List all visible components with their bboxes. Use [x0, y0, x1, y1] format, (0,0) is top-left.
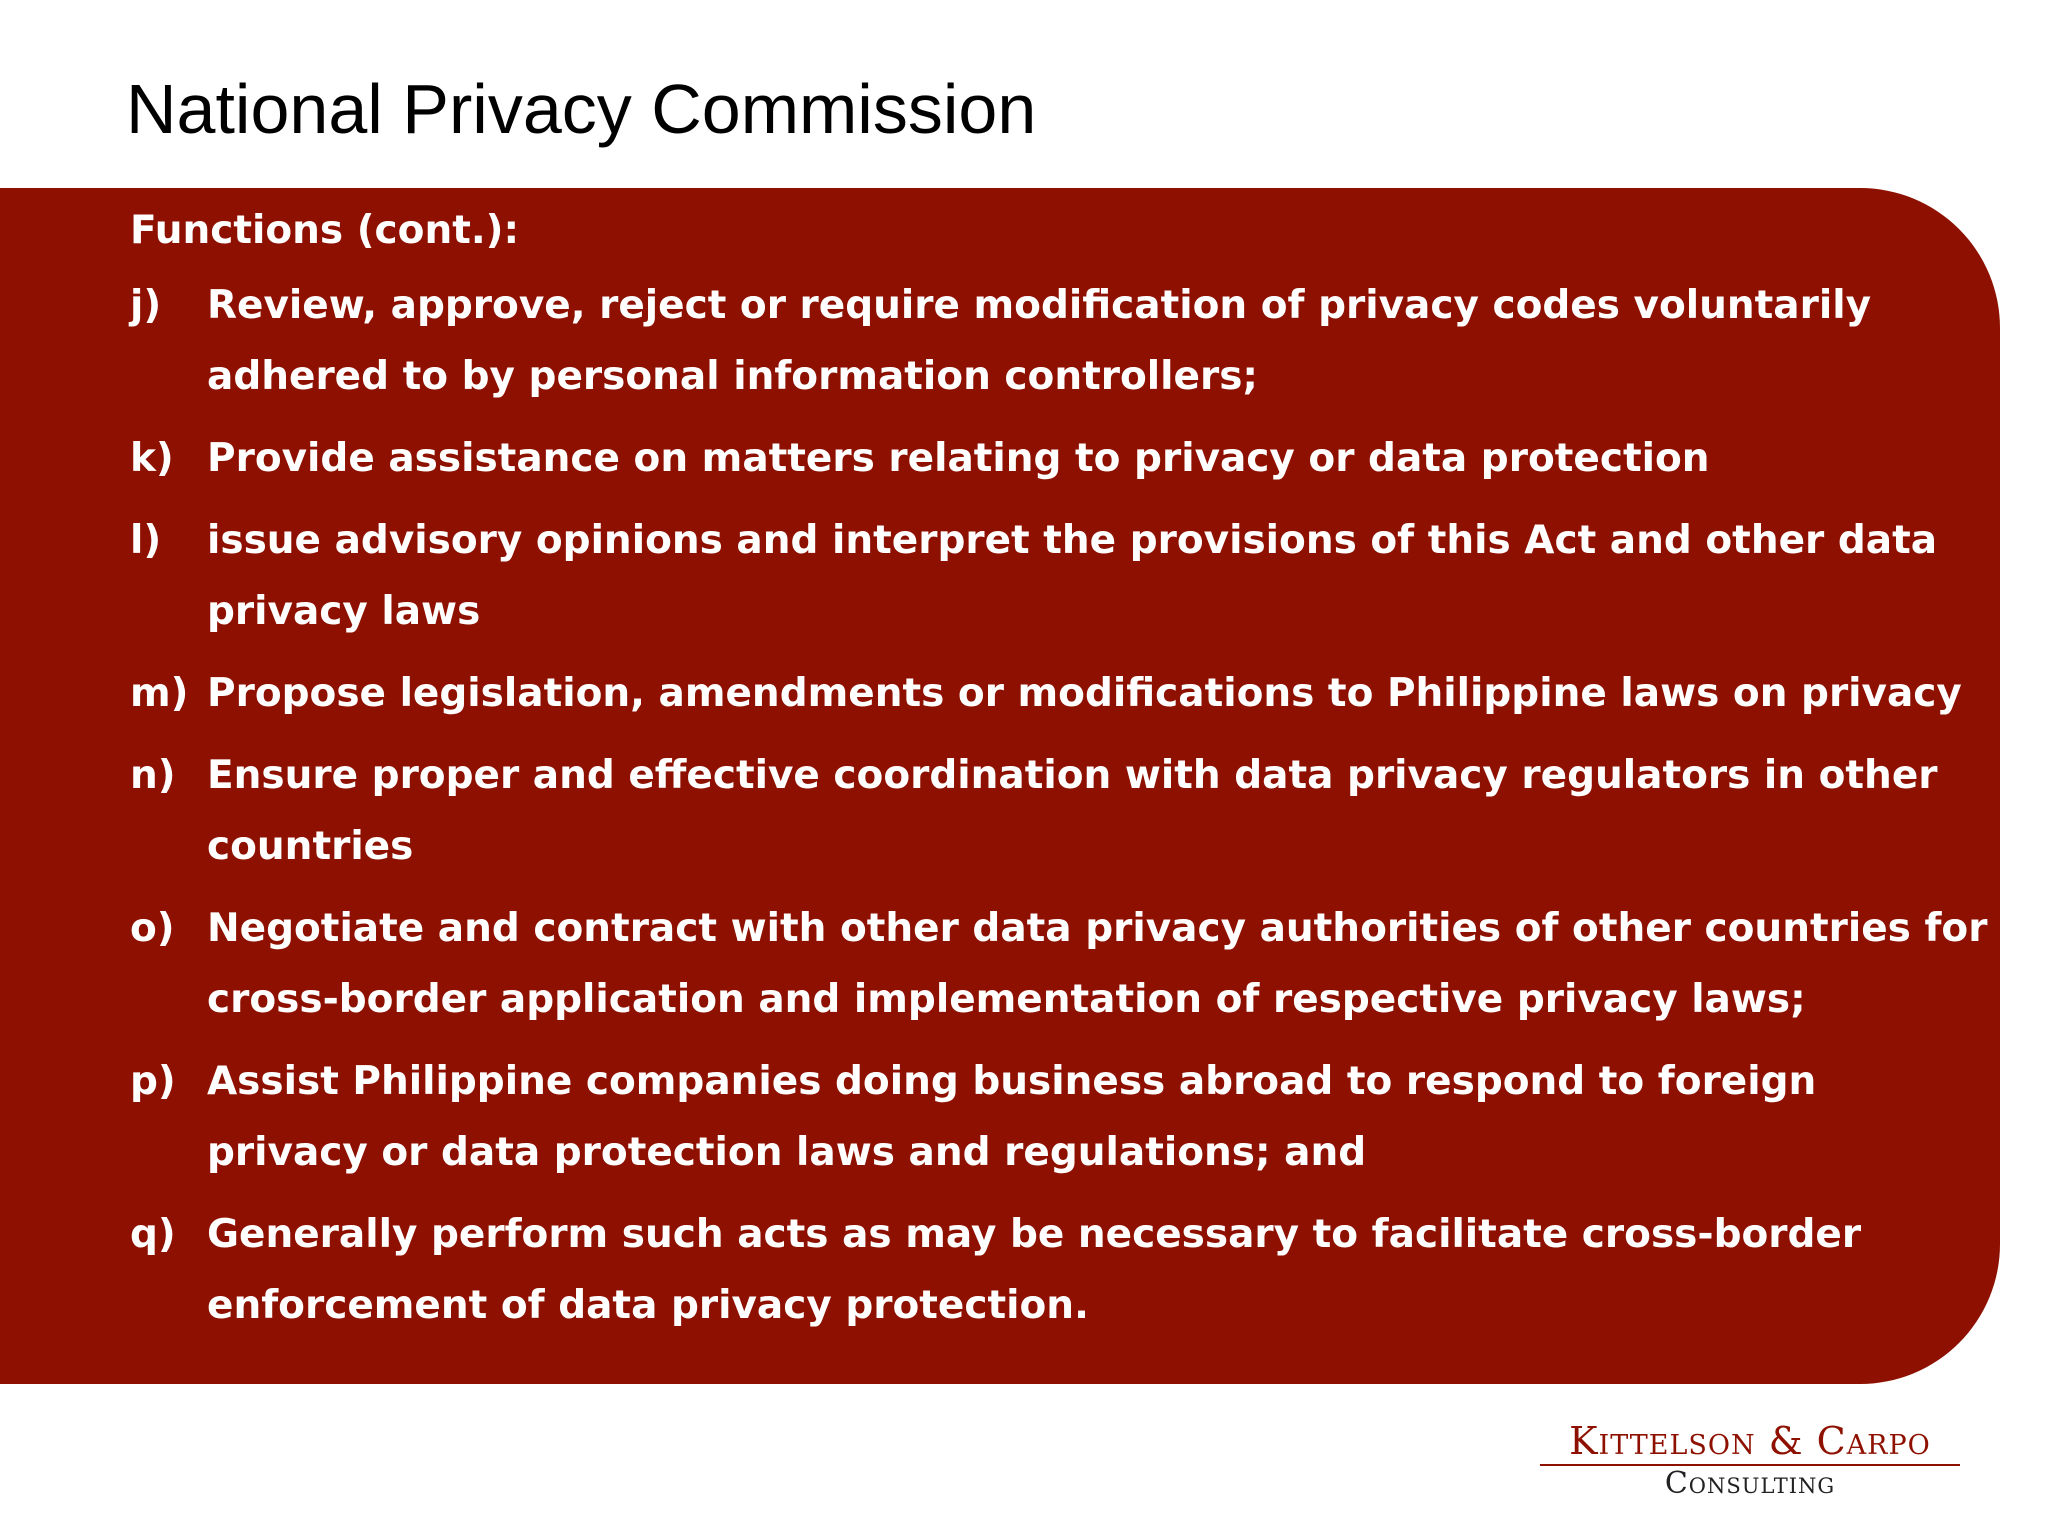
- section-heading: Functions (cont.):: [130, 208, 520, 253]
- function-item-q: [130, 1199, 1990, 1341]
- item-text: Assist Philippine companies doing business abroad to respond to foreign privacy or data protection laws and regulations; and: [207, 1059, 1817, 1175]
- logo-company-name: Kittelson & Carpo: [1569, 1419, 1931, 1463]
- function-item-l: [130, 505, 1990, 647]
- item-marker: k): [130, 436, 174, 481]
- function-item-o: [130, 893, 1990, 1035]
- item-text: Ensure proper and effective coordination with data privacy regulators in other countries: [207, 753, 1938, 869]
- item-marker: p): [130, 1059, 176, 1104]
- item-marker: j): [130, 283, 162, 328]
- item-text: Negotiate and contract with other data privacy authorities of other countries for cross-border application and implementation of respective privacy laws;: [207, 906, 1988, 1022]
- item-marker: m): [130, 671, 189, 716]
- item-text: Generally perform such acts as may be necessary to facilitate cross-border enforcement of data privacy protection.: [207, 1212, 1862, 1328]
- logo-subtitle: Consulting: [1664, 1466, 1836, 1501]
- slide-title: National Privacy Commission: [126, 70, 1037, 148]
- item-marker: n): [130, 753, 176, 798]
- function-item-j: [130, 270, 1990, 412]
- function-item-p: [130, 1046, 1990, 1188]
- function-item-k: [130, 423, 1990, 494]
- item-text: Propose legislation, amendments or modifications to Philippine laws on privacy: [207, 671, 1962, 716]
- item-marker: l): [130, 518, 162, 563]
- function-item-m: [130, 658, 1990, 729]
- item-marker: o): [130, 906, 175, 951]
- item-text: Provide assistance on matters relating to privacy or data protection: [207, 436, 1710, 481]
- item-marker: q): [130, 1212, 176, 1257]
- company-logo: [1540, 1420, 1960, 1502]
- function-item-n: [130, 740, 1990, 882]
- item-text: Review, approve, reject or require modification of privacy codes voluntarily adhered to by personal information controllers;: [207, 283, 1871, 399]
- item-text: issue advisory opinions and interpret the provisions of this Act and other data privacy laws: [207, 518, 1938, 634]
- function-list: [130, 270, 1990, 1352]
